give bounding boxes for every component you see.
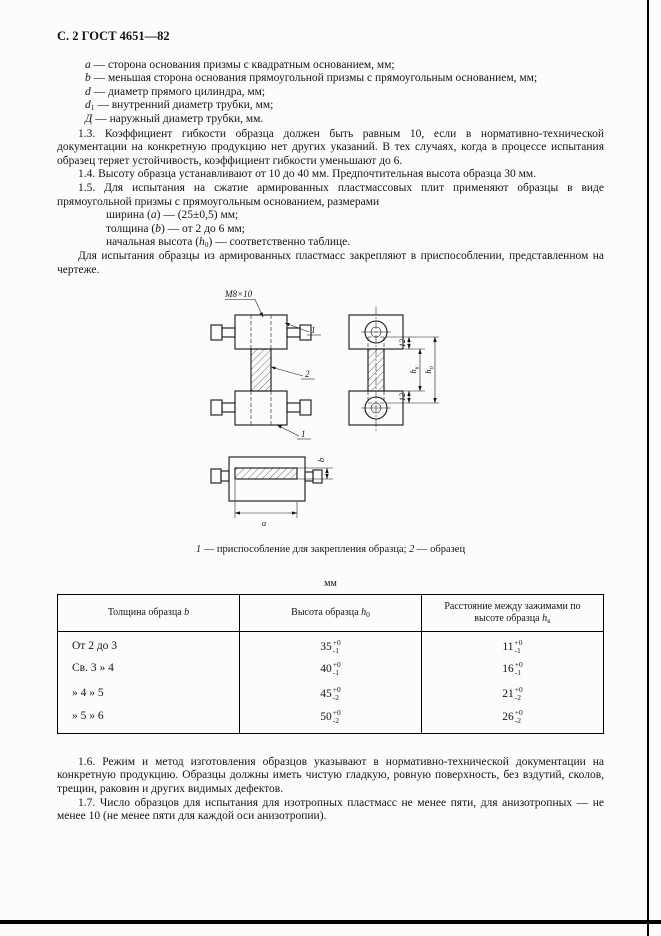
definition-D: Д — наружный диаметр трубки, мм. xyxy=(85,112,264,125)
cell-height: 35 +0 -1 xyxy=(240,632,422,657)
dim-label-hk: $h_к$ xyxy=(408,366,421,374)
definition-a: a — сторона основания призмы с квадратным основанием, мм; xyxy=(85,58,395,71)
ref-label-fixture-bottom: 1 xyxy=(301,429,306,440)
spec-width: ширина (a) — (25±0,5) мм; xyxy=(106,209,239,222)
cell-thickness-range: » 4 » 5 xyxy=(58,682,240,707)
paragraph-1-5: 1.5. Для испытания на сжатие армированных пластмассовых плит применяют образцы в виде прямоугольной призмы с прямоугольным основанием, размерами xyxy=(57,181,604,208)
table-row xyxy=(58,707,604,734)
ref-label-fixture-top: 1 xyxy=(311,325,316,336)
page-content xyxy=(57,30,604,824)
cell-clamp-distance: 11 +0 -1 xyxy=(422,632,604,657)
table-row xyxy=(58,632,604,657)
cell-height: 45 +0 -2 xyxy=(240,682,422,707)
scan-border-bottom xyxy=(0,920,661,924)
table-row xyxy=(58,657,604,682)
column-header-height: Высота образца $h_0$ xyxy=(240,595,422,632)
paragraph-1-6: 1.6. Режим и метод изготовления образцов указывают в нормативно-технической документации на конкретную продукцию. Образцы должны иметь чистую гладкую, ровную поверхность, без вздутий, сколов, трещин, раковин и других видимых дефектов. xyxy=(57,755,604,795)
cell-clamp-distance: 26 +0 -2 xyxy=(422,707,604,734)
spec-height: начальная высота $(h_0)$ — соответственно таблице. xyxy=(106,236,351,250)
specimen-front xyxy=(251,349,271,391)
specimen-section xyxy=(235,468,297,479)
cell-height: 40 +0 -1 xyxy=(240,657,422,682)
paragraph-1-4: 1.4. Высоту образца устанавливают от 10 до 40 мм. Предпочтительная высота образца 30 мм. xyxy=(78,168,537,181)
front-view xyxy=(211,289,321,439)
dim-label-b: b xyxy=(316,457,326,463)
cell-clamp-distance: 21 +0 -2 xyxy=(422,682,604,707)
technical-drawing xyxy=(199,287,451,537)
dimensions-table xyxy=(57,594,604,734)
table-header-row xyxy=(58,595,604,632)
column-header-thickness: Толщина образца b xyxy=(58,595,240,632)
table-row xyxy=(58,682,604,707)
figure xyxy=(57,287,604,537)
column-header-clamp-distance: Расстояние между зажимами по высоте образца $h_к$ xyxy=(422,595,604,632)
definition-d: d — диаметр прямого цилиндра, мм; xyxy=(85,85,266,98)
cell-thickness-range: Св. 3 » 4 xyxy=(58,657,240,682)
cell-height: 50 +0 -2 xyxy=(240,707,422,734)
scan-border-right xyxy=(647,0,649,936)
dim-label-a: a xyxy=(261,518,267,529)
definition-b: b — меньшая сторона основания прямоугольной призмы с прямоугольным основанием, мм; xyxy=(85,72,538,85)
specimen-side xyxy=(368,349,384,391)
figure-caption: 1 — приспособление для закрепления образца; 2 — образец xyxy=(195,544,466,556)
table-unit-label: мм xyxy=(324,577,337,589)
paragraph-1-5b: Для испытания образцы из армированных пластмасс закрепляют в приспособлении, представленном на чертеже. xyxy=(57,249,604,276)
paragraph-1-3: 1.3. Коэффициент гибкости образца должен быть равным 10, если в нормативно-технической документации на конкретную продукцию нет других указаний. В тех случаях, когда в процессе испытания образец теряет устойчивость, коэффициент гибкости уменьшают до 6. xyxy=(57,127,604,167)
definition-d1: $d_1$ — внутренний диаметр трубки, мм; xyxy=(85,99,274,113)
dim-label-h0: $h_0$ xyxy=(423,366,436,374)
page-header: С. 2 ГОСТ 4651—82 xyxy=(57,29,170,43)
cell-thickness-range: » 5 » 6 xyxy=(58,707,240,734)
cell-clamp-distance: 16 +0 -1 xyxy=(422,657,604,682)
section-view xyxy=(211,457,333,528)
dim-label-engage-top: 12 xyxy=(397,338,407,348)
spec-thickness: толщина (b) — от 2 до 6 мм; xyxy=(106,222,245,235)
dim-label-engage-bottom: 12 xyxy=(397,392,407,402)
side-view xyxy=(349,307,439,433)
thread-label: М8×10 xyxy=(225,289,253,300)
ref-label-specimen: 2 xyxy=(305,369,310,380)
cell-thickness-range: От 2 до 3 xyxy=(58,632,240,657)
paragraph-1-7: 1.7. Число образцов для испытания для изотропных пластмасс не менее пяти, для анизотропных — не менее 10 (не менее пяти для каждой оси анизотропии). xyxy=(57,796,604,823)
